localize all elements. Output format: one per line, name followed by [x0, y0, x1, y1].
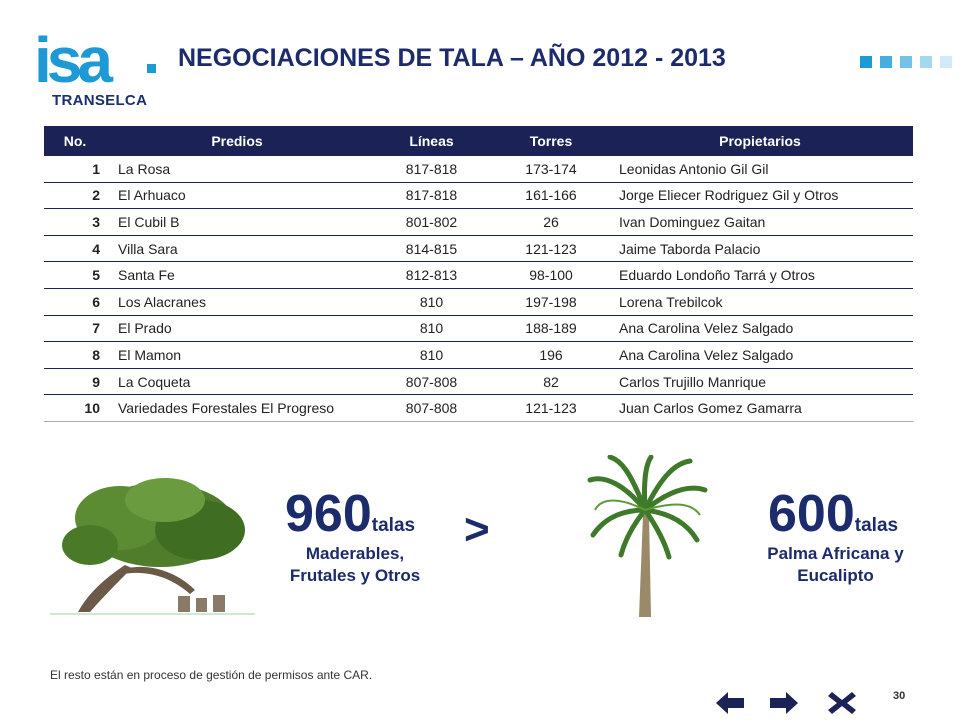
cell-torres: 196 — [495, 342, 607, 369]
cell-torres: 82 — [495, 368, 607, 395]
cell-torres: 121-123 — [525, 400, 577, 417]
cell-propietario: Jaime Taborda Palacio — [607, 235, 913, 262]
table-row — [44, 288, 913, 315]
table-row — [44, 342, 913, 369]
cell-no: 3 — [44, 209, 106, 236]
column-header-lineas: Líneas — [368, 126, 495, 156]
cell-torres: 188-189 — [495, 315, 607, 342]
page-title: NEGOCIACIONES DE TALA – AÑO 2012 - 2013 — [178, 44, 726, 72]
page-number: 30 — [893, 690, 906, 702]
cell-no: 2 — [44, 182, 106, 209]
cell-propietario: Ivan Dominguez Gaitan — [607, 209, 913, 236]
logo-dot — [147, 64, 156, 73]
cell-predio: Los Alacranes — [106, 288, 368, 315]
cell-predio: El Arhuaco — [106, 182, 368, 209]
table-row — [44, 182, 913, 209]
cell-torres: 98-100 — [495, 262, 607, 289]
cell-predio: La Rosa — [106, 156, 368, 182]
table-row — [44, 395, 913, 421]
cell-no: 4 — [44, 235, 106, 262]
cell-no: 10 — [84, 400, 100, 417]
cell-no: 1 — [44, 156, 106, 182]
left-stat-line2: Frutales y Otros — [289, 566, 421, 585]
column-header-no: No. — [44, 126, 106, 156]
logo-text: isa — [34, 24, 108, 96]
cell-predio: Santa Fe — [106, 262, 368, 289]
cell-lineas: 810 — [368, 315, 495, 342]
arrow-left-icon[interactable] — [714, 690, 746, 716]
left-stat-line1: Maderables, — [305, 544, 405, 563]
cell-lineas: 801-802 — [368, 209, 495, 236]
table-row — [44, 156, 913, 182]
right-stat-line2: Eucalipto — [797, 566, 874, 585]
left-stat-value: 960 — [285, 485, 372, 543]
cell-no: 6 — [44, 288, 106, 315]
table-row — [44, 209, 913, 236]
cell-predio: El Cubil B — [106, 209, 368, 236]
cell-lineas: 817-818 — [368, 182, 495, 209]
cell-propietario: Juan Carlos Gomez Gamarra — [619, 400, 802, 417]
cell-propietario: Leonidas Antonio Gil Gil — [607, 156, 913, 182]
logo-subtitle: TRANSELCA — [52, 92, 148, 109]
cell-torres: 161-166 — [495, 182, 607, 209]
arrow-right-icon[interactable] — [768, 690, 800, 716]
cell-predio: La Coqueta — [106, 368, 368, 395]
tree-illustration — [50, 470, 260, 620]
right-stat-value: 600 — [768, 485, 855, 543]
column-header-torres: Torres — [495, 126, 607, 156]
cell-no: 7 — [44, 315, 106, 342]
logo — [30, 24, 160, 113]
cell-lineas: 807-808 — [405, 400, 458, 417]
column-header-predios: Predios — [106, 126, 368, 156]
cell-torres: 26 — [495, 209, 607, 236]
decorative-squares — [860, 56, 952, 68]
cell-no: 5 — [44, 262, 106, 289]
cell-lineas: 807-808 — [368, 368, 495, 395]
table-header-row — [44, 126, 913, 156]
negotiations-table — [44, 126, 913, 422]
table-row — [44, 368, 913, 395]
table-row — [44, 235, 913, 262]
left-stat-unit: talas — [371, 515, 416, 536]
cell-predio: Villa Sara — [106, 235, 368, 262]
left-stat-description — [270, 543, 440, 587]
cell-predio: El Mamon — [106, 342, 368, 369]
column-header-propietarios: Propietarios — [607, 126, 913, 156]
cell-lineas: 810 — [368, 288, 495, 315]
cell-no: 8 — [44, 342, 106, 369]
cell-propietario: Lorena Trebilcok — [607, 288, 913, 315]
cell-lineas: 817-818 — [368, 156, 495, 182]
cell-propietario: Jorge Eliecer Rodriguez Gil y Otros — [607, 182, 913, 209]
cell-propietario: Carlos Trujillo Manrique — [607, 368, 913, 395]
cell-torres: 173-174 — [495, 156, 607, 182]
table-row — [44, 315, 913, 342]
palm-illustration — [585, 455, 710, 620]
comparator-symbol: > — [464, 505, 490, 554]
cell-torres: 197-198 — [495, 288, 607, 315]
cell-predio: Variedades Forestales El Progreso — [118, 400, 335, 417]
right-stat-description — [748, 543, 923, 587]
right-stat-line1: Palma Africana y — [767, 544, 904, 563]
cell-propietario: Eduardo Londoño Tarrá y Otros — [607, 262, 913, 289]
cell-propietario: Ana Carolina Velez Salgado — [607, 315, 913, 342]
cell-lineas: 812-813 — [368, 262, 495, 289]
close-icon[interactable] — [826, 690, 858, 716]
cell-lineas: 810 — [368, 342, 495, 369]
cell-no: 9 — [44, 368, 106, 395]
cell-torres: 121-123 — [495, 235, 607, 262]
right-stat-unit: talas — [854, 515, 899, 536]
footnote: El resto están en proceso de gestión de permisos ante CAR. — [50, 668, 373, 682]
cell-predio: El Prado — [106, 315, 368, 342]
table-row — [44, 262, 913, 289]
cell-lineas: 814-815 — [368, 235, 495, 262]
cell-propietario: Ana Carolina Velez Salgado — [607, 342, 913, 369]
